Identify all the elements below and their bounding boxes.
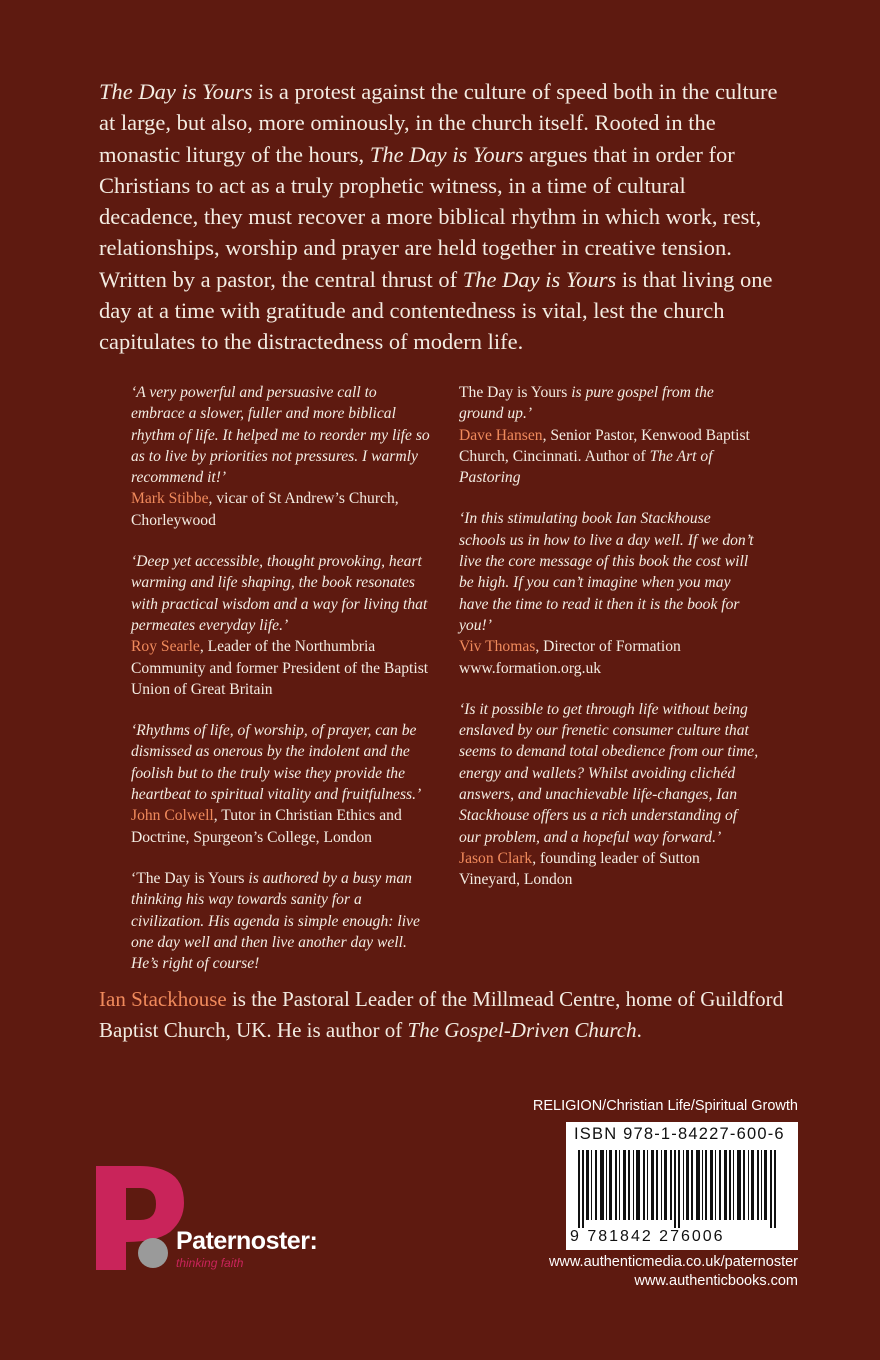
- book-blurb: [99, 76, 789, 358]
- endorsement-quote: ‘Is it possible to get through life without being enslaved by our frenetic consumer culture that seems to demand total obedience from our time, energy and wallets? Whilst avoiding clichéd answers, and unachievable life-changes, Ian Stackhouse offers us a rich understanding of our problem, and a hopeful way forward.’: [459, 700, 759, 846]
- bio-end: .: [636, 1018, 642, 1042]
- blurb-title-3: The Day is Yours: [462, 266, 617, 292]
- isbn-digits: 9 781842 276006: [570, 1228, 725, 1245]
- endorser-role: , Tutor in Christian Ethics and Doctrine, Spurgeon’s College, London: [131, 807, 402, 846]
- endorser-role: , Leader of the Northumbria Community and former President of the Baptist Union of Great Britain: [131, 638, 429, 698]
- endorsement-hansen-end: [459, 382, 759, 488]
- endorsement-quote: ‘In this stimulating book Ian Stackhouse schools us in how to live a day well. If we don’t live the core message of this book the cost will be high. If you can’t imagine when you may have the time to read it then it is the book for you!’: [459, 510, 754, 634]
- endorsement-quote: ‘Rhythms of life, of worship, of prayer, can be dismissed as onerous by the indolent and the foolish but to the truly wise they provide the heartbeat to spiritual vitality and fruitfulness.’: [131, 722, 422, 804]
- endorsement-quote: ‘A very powerful and persuasive call to embrace a slower, fuller and more biblical rhythm of life. It helped me to reorder my life so as to live by priorities not pressures. I warmly recommend it!’: [131, 384, 430, 487]
- endorser-name: John Colwell: [131, 807, 214, 825]
- endorser-name: Dave Hansen: [459, 426, 543, 444]
- blurb-text-2: argues that in order for Christians to act as a truly prophetic witness, in a time of cultural decadence, they must recover a more biblical rhythm in which work, rest, relationships, worship and prayer are held together in creative tension. Written by a pastor, the central thrust of: [99, 141, 762, 292]
- blurb-title-2: The Day is Yours: [369, 141, 524, 167]
- bio-text: is the Pastoral Leader of the Millmead Centre, home of Guildford Baptist Church, UK. He is author of: [99, 987, 784, 1042]
- logo-tagline: thinking faith: [176, 1256, 244, 1270]
- barcode: [566, 1122, 798, 1250]
- barcode-bars: [570, 1150, 794, 1228]
- blurb-title-1: The Day is Yours: [99, 79, 253, 104]
- blurb-text-3: is that living one day at a time with gratitude and contentedness is vital, lest the church capitulates to the distractedness of modern life.: [99, 266, 773, 355]
- endorsement-stibbe: [131, 382, 431, 531]
- isbn-label: ISBN 978-1-84227-600-6: [574, 1125, 785, 1143]
- endorser-name: Viv Thomas: [459, 638, 536, 656]
- authentic-books-url[interactable]: www.authenticbooks.com: [634, 1273, 798, 1289]
- book-category: RELIGION/Christian Life/Spiritual Growth: [532, 1098, 798, 1114]
- endorsement-quote: is authored by a busy man thinking his way towards sanity for a civilization. His agenda is simple enough: live one day well and then live another day well. He’s right of course!: [131, 869, 420, 973]
- endorsement-quote: ‘Deep yet accessible, thought provoking, heart warming and life shaping, the book resonates with practical wisdom and a way for living that permeates everyday life.’: [131, 553, 428, 634]
- blurb-text-1: is a protest against the culture of speed both in the culture at large, but also, more ominously, in the church itself. Rooted in the monastic liturgy of the hours,: [99, 79, 778, 167]
- endorsement-book-title: ‘The Day is Yours: [131, 869, 245, 887]
- endorser-name: Jason Clark: [459, 849, 533, 867]
- endorsements-left-column: [131, 382, 431, 994]
- endorsement-clark: [459, 699, 759, 891]
- endorsement-colwell: [131, 720, 431, 848]
- endorser-role: , founding leader of Sutton Vineyard, London: [459, 849, 700, 889]
- endorsements-right-column: [459, 382, 759, 911]
- author-bio: [99, 984, 799, 1046]
- endorsement-searle: [131, 551, 431, 700]
- endorser-name: Roy Searle: [131, 638, 200, 656]
- endorser-role: , Senior Pastor, Kenwood Baptist Church, Cincinnati. Author of: [459, 426, 750, 465]
- endorser-role: , Director of Formation www.formation.org.uk: [459, 638, 681, 677]
- endorsement-hansen-start: [131, 868, 431, 974]
- author-name: Ian Stackhouse: [99, 987, 227, 1011]
- endorser-role: , vicar of St Andrew’s Church, Chorleywood: [131, 490, 399, 529]
- author-book: The Gospel-Driven Church: [407, 1018, 637, 1042]
- endorsement-thomas: [459, 508, 759, 678]
- publisher-url[interactable]: www.authenticmedia.co.uk/paternoster: [548, 1254, 798, 1270]
- endorsement-quote: is pure gospel from the ground up.’: [459, 384, 714, 423]
- endorsement-book-title: The Day is Yours: [459, 384, 568, 401]
- endorser-name: Mark Stibbe: [131, 490, 209, 508]
- logo-name: Paternoster:: [176, 1227, 318, 1255]
- endorser-book: The Art of Pastoring: [459, 447, 713, 487]
